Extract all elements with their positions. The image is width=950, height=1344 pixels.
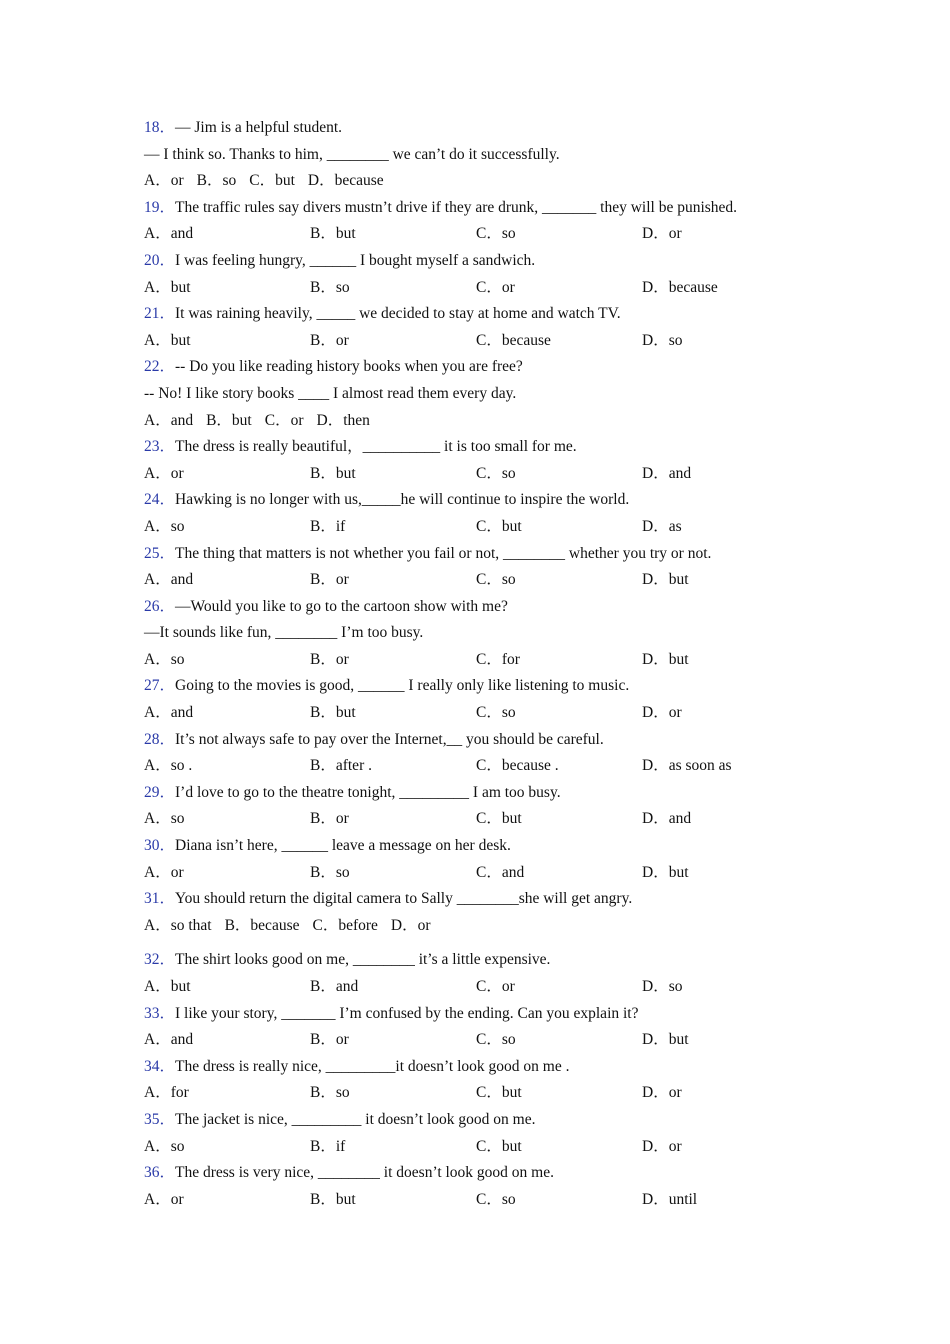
- answer-option[interactable]: A．so: [144, 517, 185, 535]
- answer-option[interactable]: D．and: [642, 810, 692, 828]
- answer-option[interactable]: B．so: [310, 1084, 350, 1102]
- question-number: 34．: [144, 1057, 176, 1075]
- answer-option[interactable]: D．because: [642, 278, 718, 296]
- question-stem: [144, 833, 824, 860]
- question-item: [144, 1001, 824, 1054]
- question-item: [144, 1160, 824, 1213]
- answer-option[interactable]: A．but: [144, 331, 191, 349]
- question-item: [144, 886, 824, 947]
- answer-option[interactable]: C．so: [476, 464, 516, 482]
- question-stem: [144, 248, 824, 275]
- answer-option[interactable]: B．or: [310, 810, 349, 828]
- answer-option[interactable]: C．but: [476, 517, 522, 535]
- answer-option[interactable]: C．so: [476, 225, 516, 243]
- answer-option[interactable]: B．but: [310, 704, 356, 722]
- answer-option[interactable]: A．and: [144, 704, 194, 722]
- answer-option[interactable]: B．and: [310, 978, 359, 995]
- answer-option[interactable]: B．after .: [310, 757, 372, 775]
- question-number: 25．: [144, 544, 176, 562]
- answer-option[interactable]: B．but: [206, 411, 252, 429]
- answer-option[interactable]: A．so: [144, 810, 185, 828]
- question-text: The dress is really beautiful，__________ it is too small for me.: [175, 438, 577, 456]
- answer-option[interactable]: B．but: [310, 464, 356, 482]
- answer-option[interactable]: D．because: [307, 172, 384, 190]
- question-item: [144, 1107, 824, 1160]
- answer-option[interactable]: A．so that: [144, 916, 212, 934]
- question-number: 23．: [144, 438, 176, 456]
- answer-option[interactable]: C．because: [476, 331, 551, 349]
- answer-option[interactable]: D．so: [642, 331, 683, 349]
- question-number: 22．: [144, 358, 176, 376]
- question-number: 18．: [144, 119, 176, 136]
- answer-option[interactable]: C．before: [312, 916, 378, 934]
- question-text: The jacket is nice, _________ it doesn’t look good on me.: [175, 1110, 536, 1128]
- answer-option[interactable]: C．so: [476, 571, 516, 589]
- answer-options: [144, 328, 824, 355]
- question-text: -- Do you like reading history books when you are free?: [175, 358, 523, 376]
- answer-options: [144, 806, 824, 833]
- question-item: [144, 248, 824, 301]
- question-stem: [144, 434, 824, 461]
- answer-options: [144, 275, 824, 302]
- question-text: The shirt looks good on me, ________ it’s a little expensive.: [175, 951, 551, 969]
- question-sheet: [144, 115, 824, 1213]
- question-text: —Would you like to go to the cartoon show with me?: [175, 597, 508, 615]
- answer-option[interactable]: C．so: [476, 1190, 516, 1208]
- question-item: [144, 780, 824, 833]
- question-text: — Jim is a helpful student.: [175, 119, 343, 136]
- answer-options: [144, 168, 824, 195]
- question-text: The dress is really nice, _________it doesn’t look good on me .: [175, 1057, 570, 1075]
- question-item: [144, 541, 824, 594]
- answer-option[interactable]: A．so .: [144, 757, 193, 775]
- answer-option[interactable]: D．as soon as: [642, 757, 732, 775]
- question-number: 21．: [144, 305, 176, 323]
- answer-options: [144, 860, 824, 887]
- answer-option[interactable]: B．or: [310, 650, 349, 668]
- question-item: [144, 195, 824, 248]
- answer-option[interactable]: D．as: [642, 517, 682, 535]
- question-item: [144, 727, 824, 780]
- question-stem: [144, 1160, 824, 1187]
- answer-options: [144, 1134, 824, 1161]
- answer-option[interactable]: A．and: [144, 1031, 194, 1049]
- question-stem: [144, 115, 824, 142]
- answer-options: [144, 647, 824, 674]
- question-number: 30．: [144, 837, 176, 855]
- question-item: [144, 434, 824, 487]
- question-stem: [144, 780, 824, 807]
- answer-option[interactable]: B．but: [310, 1190, 356, 1208]
- question-text: It was raining heavily, _____ we decided to stay at home and watch TV.: [175, 305, 621, 323]
- answer-option[interactable]: C．or: [476, 978, 515, 995]
- answer-option[interactable]: C．so: [476, 1031, 516, 1049]
- question-text: The traffic rules say divers mustn’t drive if they are drunk, _______ they will be punished.: [175, 198, 738, 216]
- question-item: [144, 594, 824, 674]
- question-number: 35．: [144, 1110, 176, 1128]
- answer-option[interactable]: D．or: [642, 704, 682, 722]
- answer-option[interactable]: C．so: [476, 704, 516, 722]
- answer-option[interactable]: A．or: [144, 863, 184, 881]
- question-text: The dress is very nice, ________ it doesn’t look good on me.: [175, 1164, 554, 1182]
- question-stem: [144, 1107, 824, 1134]
- answer-options: [144, 514, 824, 541]
- answer-option[interactable]: B．but: [310, 225, 356, 243]
- answer-option[interactable]: C．because .: [476, 757, 559, 775]
- question-item: [144, 833, 824, 886]
- answer-option[interactable]: D．so: [642, 978, 683, 995]
- answer-option[interactable]: C．and: [476, 863, 525, 881]
- answer-option[interactable]: C．but: [476, 1084, 522, 1102]
- question-stem: [144, 301, 824, 328]
- question-number: 31．: [144, 890, 176, 908]
- answer-option[interactable]: D．or: [642, 1137, 682, 1155]
- question-stem: [144, 541, 824, 568]
- question-stem: [144, 886, 824, 913]
- question-text: I was feeling hungry, ______ I bought myself a sandwich.: [175, 251, 536, 269]
- answer-option[interactable]: D．and: [642, 464, 692, 482]
- answer-options: [144, 700, 824, 727]
- answer-option[interactable]: B．if: [310, 517, 346, 535]
- question-stem: [144, 594, 824, 621]
- answer-options: [144, 1187, 824, 1214]
- question-number: 24．: [144, 491, 176, 509]
- answer-option[interactable]: D．but: [642, 650, 689, 668]
- question-text: It’s not always safe to pay over the Internet,__ you should be careful.: [175, 730, 604, 748]
- question-stem: [144, 487, 824, 514]
- answer-option[interactable]: D．but: [642, 863, 689, 881]
- answer-option[interactable]: D．until: [642, 1190, 698, 1208]
- answer-option[interactable]: C．but: [476, 810, 522, 828]
- question-stem: [144, 1054, 824, 1081]
- answer-option[interactable]: C．or: [476, 278, 515, 296]
- question-item: [144, 301, 824, 354]
- answer-option[interactable]: A．and: [144, 225, 194, 243]
- question-stem: [144, 195, 824, 222]
- question-stem: [144, 354, 824, 381]
- answer-options: [144, 974, 824, 1001]
- question-stem: [144, 673, 824, 700]
- question-number: 27．: [144, 677, 176, 695]
- question-text: Going to the movies is good, ______ I really only like listening to music.: [175, 677, 630, 695]
- answer-options: [144, 221, 824, 248]
- answer-option[interactable]: B．or: [310, 1031, 349, 1049]
- answer-option[interactable]: B．so: [196, 172, 237, 190]
- question-text: I like your story, _______ I’m confused by the ending. Can you explain it?: [175, 1004, 639, 1022]
- answer-option[interactable]: A．and: [144, 411, 194, 429]
- question-number: 20．: [144, 251, 176, 269]
- question-number: 33．: [144, 1004, 176, 1022]
- answer-options: [144, 913, 824, 940]
- answer-option[interactable]: B．so: [310, 863, 350, 881]
- answer-option[interactable]: C．but: [476, 1137, 522, 1155]
- question-item: [144, 947, 824, 1000]
- question-number: 26．: [144, 597, 176, 615]
- answer-options: [144, 461, 824, 488]
- answer-option[interactable]: B．because: [224, 916, 300, 934]
- question-text: I’d love to go to the theatre tonight, _________ I am too busy.: [175, 783, 561, 801]
- question-item: [144, 354, 824, 434]
- answer-option[interactable]: D．then: [316, 411, 370, 429]
- answer-options: [144, 408, 824, 435]
- question-text: Hawking is no longer with us,_____he will continue to inspire the world.: [175, 491, 630, 509]
- question-item: [144, 1054, 824, 1107]
- question-item: [144, 673, 824, 726]
- answer-option[interactable]: D．but: [642, 1031, 689, 1049]
- answer-options: [144, 1080, 824, 1107]
- answer-options: [144, 1027, 824, 1054]
- answer-option[interactable]: A．or: [144, 172, 184, 190]
- question-number: 19．: [144, 198, 176, 216]
- spacer: [144, 939, 824, 947]
- question-dialogue-line: -- No! I like story books ____ I almost read them every day.: [144, 384, 517, 402]
- answer-option[interactable]: A．so: [144, 650, 185, 668]
- answer-option[interactable]: B．or: [310, 331, 349, 349]
- answer-option[interactable]: A．and: [144, 571, 194, 589]
- answer-options: [144, 567, 824, 594]
- answer-option[interactable]: C．for: [476, 650, 520, 668]
- question-text: Diana isn’t here, ______ leave a message on her desk.: [175, 837, 511, 855]
- answer-option[interactable]: A．but: [144, 278, 191, 296]
- answer-option[interactable]: B．if: [310, 1137, 346, 1155]
- question-number: 32．: [144, 951, 176, 969]
- question-number: 36．: [144, 1164, 176, 1182]
- answer-option[interactable]: D．or: [642, 225, 682, 243]
- question-text: You should return the digital camera to Sally ________she will get angry.: [175, 890, 633, 908]
- question-stem: [144, 727, 824, 754]
- answer-option[interactable]: B．so: [310, 278, 350, 296]
- answer-option[interactable]: A．so: [144, 1137, 185, 1155]
- question-stem: [144, 947, 824, 974]
- question-item: [144, 115, 824, 195]
- answer-option[interactable]: D．or: [642, 1084, 682, 1102]
- question-text: The thing that matters is not whether you fail or not, ________ whether you try or not.: [175, 544, 712, 562]
- answer-option[interactable]: A．or: [144, 464, 184, 482]
- question-number: 28．: [144, 730, 176, 748]
- answer-options: [144, 753, 824, 780]
- question-dialogue-line: —It sounds like fun, ________ I’m too busy.: [144, 624, 424, 642]
- answer-option[interactable]: A．but: [144, 978, 191, 995]
- question-number: 29．: [144, 783, 176, 801]
- answer-option[interactable]: C．but: [249, 172, 295, 190]
- question-dialogue-line: — I think so. Thanks to him, ________ we can’t do it successfully.: [144, 145, 560, 163]
- answer-option[interactable]: B．or: [310, 571, 349, 589]
- answer-option[interactable]: D．or: [390, 916, 431, 934]
- answer-option[interactable]: A．or: [144, 1190, 184, 1208]
- question-stem: [144, 1001, 824, 1028]
- answer-option[interactable]: D．but: [642, 571, 689, 589]
- answer-option[interactable]: A．for: [144, 1084, 189, 1102]
- question-item: [144, 487, 824, 540]
- answer-option[interactable]: C．or: [264, 411, 304, 429]
